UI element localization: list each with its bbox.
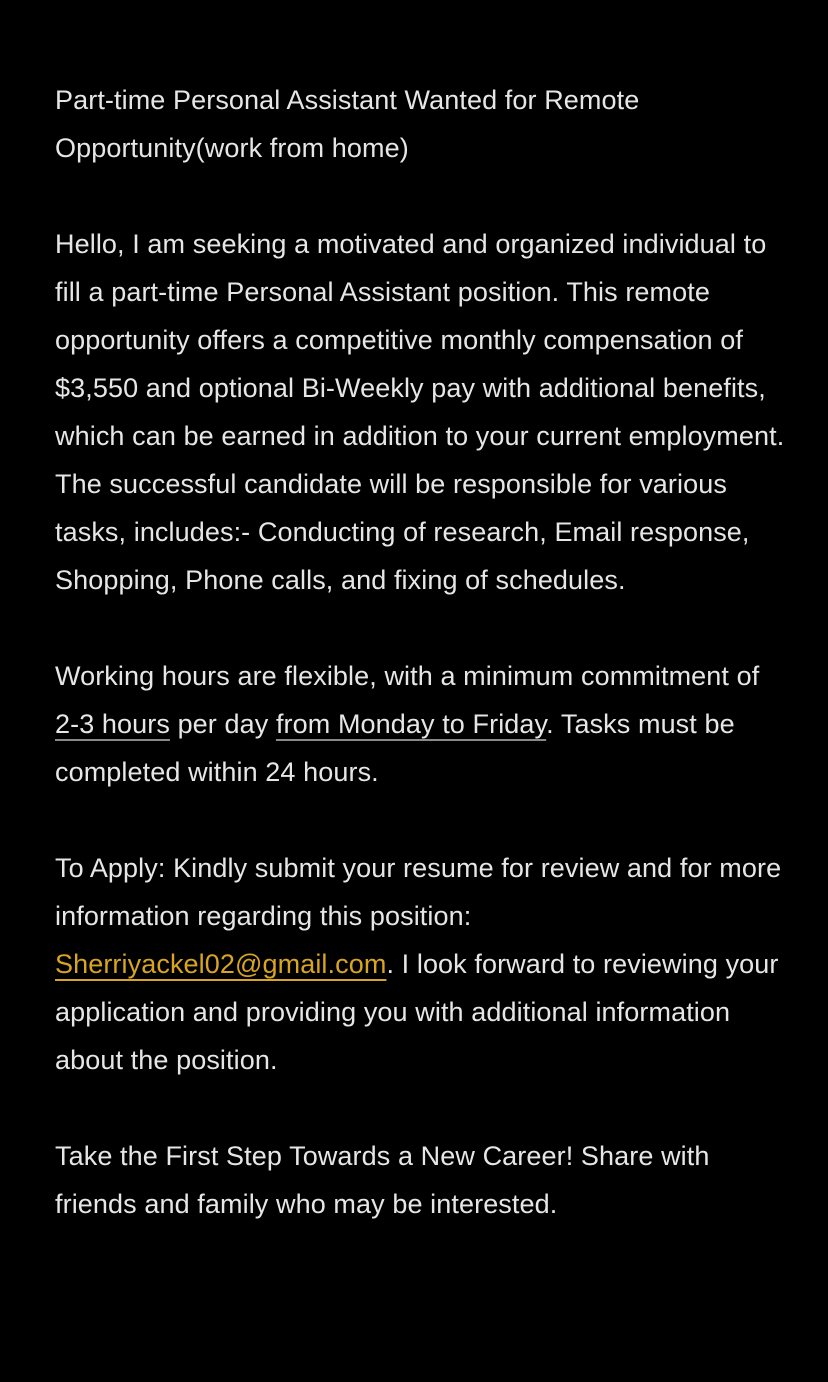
apply-paragraph <box>55 844 785 1084</box>
message-body <box>55 76 785 1228</box>
hours-detected-link[interactable]: 2-3 hours <box>55 709 170 739</box>
hours-text-2: per day <box>169 709 276 739</box>
message-description: Hello, I am seeking a motivated and organized individual to fill a part-time Personal Assistant position. This remote opportunity offers a competitive monthly compensation of $3,550 and optional Bi-Weekly pay with additional benefits, which can be earned in addition to your current employment. The successful candidate will be responsible for various tasks, includes:- Conducting of research, Email response, Shopping, Phone calls, and fixing of schedules. <box>55 229 785 595</box>
apply-text-2: . I look forward to reviewing your application and providing you with additional information about the position. <box>55 949 779 1075</box>
hours-text-3: . Tasks must be completed within 24 hours. <box>55 709 735 787</box>
days-detected-link[interactable]: from Monday to Friday <box>275 709 547 739</box>
apply-text-1: To Apply: Kindly submit your resume for review and for more information regarding this position: <box>55 853 782 931</box>
closing-paragraph: Take the First Step Towards a New Career! Share with friends and family who may be interested. <box>55 1141 710 1219</box>
email-link[interactable]: Sherriyackel02@gmail.com <box>55 949 387 979</box>
message-title: Part-time Personal Assistant Wanted for Remote Opportunity(work from home) <box>55 85 640 163</box>
hours-text-1: Working hours are flexible, with a minimum commitment of <box>55 661 760 691</box>
working-hours-paragraph <box>55 652 785 796</box>
